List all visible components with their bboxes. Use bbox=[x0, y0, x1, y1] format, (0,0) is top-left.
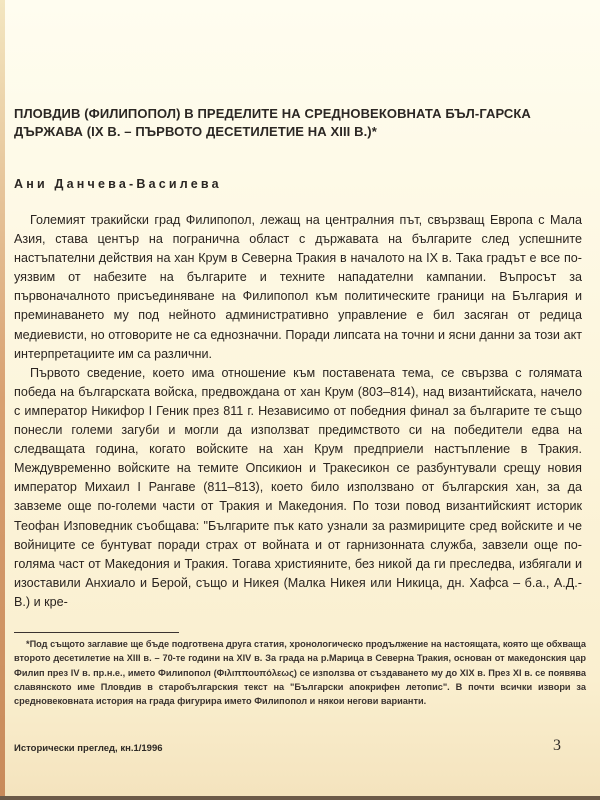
page-bottom-edge bbox=[0, 796, 600, 800]
journal-citation: Исторически преглед, кн.1/1996 bbox=[14, 743, 163, 754]
footnote-text: *Под същото заглавие ще бъде подготвена друга статия, хронологическо продължение на настоящата, която ще обхваща второто десетилетие на XIII в. – 70-те години на XIV в. За града на р.Марица в Северна Тракия, основан от македонския цар Филип през IV в. пр.н.е., името Филипопол (Φιλιππουπόλεως) се използва от създаването му до XIX в. През XI в. се появява славянското име Пловдив в старобългарския текст на "Български апокрифен летопис". В почти всички извори за средновековната история на града фигурира името Филипопол и някои негови варианти. bbox=[14, 639, 586, 707]
body-paragraph: Големият тракийски град Филипопол, лежащ на централния път, свързващ Европа с Мала Азия, става център на погранична област с държавата на българите след успешните настъпателни действия на хан Крум в Северна Тракия в началото на IX в. Така градът е все по-уязвим от набезите на българите и техните нападателни кампании. Въпросът за първоначалното присъединяване на Филипопол към политическите граници на България и преминаването му под нейното административно управление е бил засяган от редица медиевисти, но отговорите не са еднозначни. Поради липсата на точни и ясни данни за този акт интерпретациите им са различни. bbox=[14, 213, 582, 361]
page-left-edge bbox=[0, 0, 5, 800]
article-body bbox=[14, 211, 582, 612]
article-author: Ани Данчева-Василева bbox=[14, 177, 222, 191]
page-number: 3 bbox=[553, 737, 561, 754]
footnote bbox=[14, 637, 586, 708]
body-paragraph: Първото сведение, което има отношение към поставената тема, се свързва с голямата победа на българската войска, предвождана от хан Крум (803–814), над византийската, начело с император Никифор I Геник през 811 г. Независимо от победния финал за българите те също понесли големи загуби и могли да използват предимството си на победители едва на следващата година, когато войските на хан Крум предприели настъпление в Тракия. Междувременно войските на темите Опсикион и Тракесикон се разбунтували срещу новия император Михаил I Рангаве (811–813), което било използвано от българския хан, за да завземе още по-големи части от Тракия и Македония. По този повод византийският историк Теофан Изповедник съобщава: "Българите пък като узнали за размириците сред войските и че войниците се бунтуват поради страх от войната и от гарнизонната служба, завзели още по-голяма част от Македония и Тракия. Тогава християните, без никой да ги преследва, избягали и изоставили Анхиало и Берой, също и Никея (Малка Никея или Никица, дн. Хафса – б.а., А.Д.-В.) и кре- bbox=[14, 365, 582, 609]
footnote-divider bbox=[14, 632, 179, 633]
article-title: ПЛОВДИВ (ФИЛИПОПОЛ) В ПРЕДЕЛИТЕ НА СРЕДНОВЕКОВНАТА БЪЛ‐ГАРСКА ДЪРЖАВА (IX В. – ПЪРВОТО ДЕСЕТИЛЕТИЕ НА XIII В.)* bbox=[14, 106, 531, 139]
